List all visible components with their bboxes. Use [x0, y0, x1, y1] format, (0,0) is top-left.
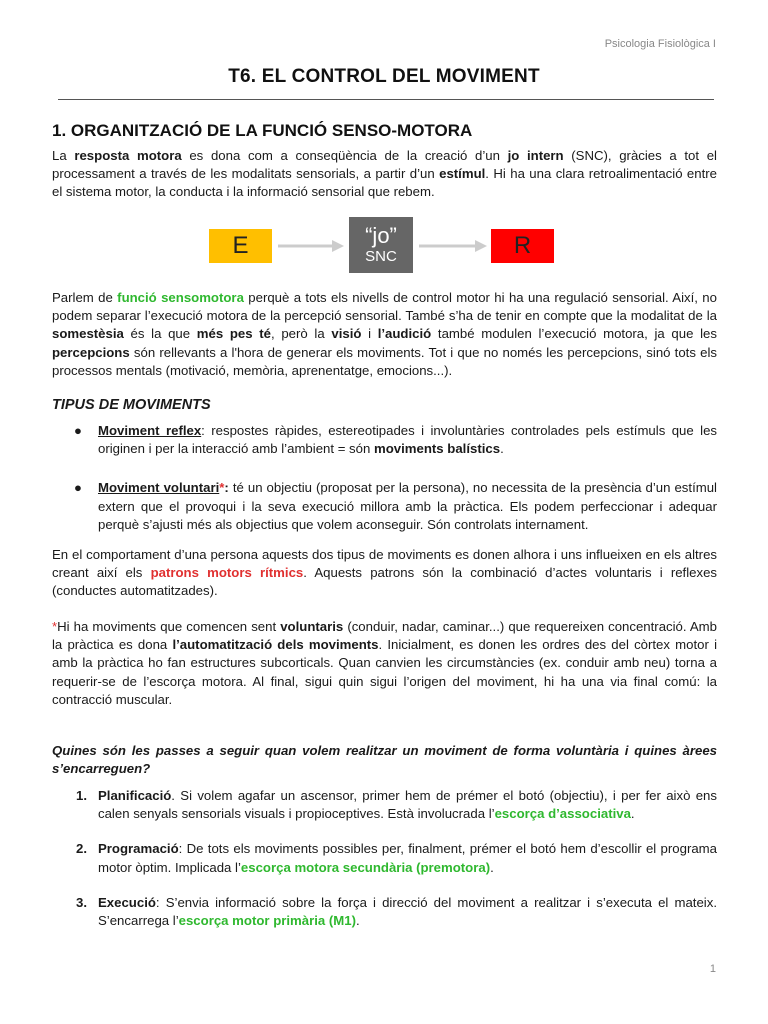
list-item-voluntari [52, 479, 717, 534]
term-escorca-m1: escorça motor primària (M1) [178, 913, 356, 929]
text-run: es dona com a conseqüència de la creació d’un [181, 148, 508, 163]
text-run: . [356, 913, 360, 929]
intro-paragraph [52, 147, 717, 202]
step-number: 2. [76, 841, 87, 857]
text-run: : respostes ràpides, estereotipades i involuntàries controlades pels estímuls que les originen i per la interacció amb l’ambient = són [98, 423, 718, 457]
section-heading: 1. ORGANITZACIÓ DE LA FUNCIÓ SENSO-MOTORA [52, 121, 473, 140]
subheading-tipus: TIPUS DE MOVIMENTS [52, 397, 211, 413]
term-escorca-associativa: escorça d’associativa [494, 806, 631, 822]
text-run: és la que [123, 326, 197, 342]
text-run: En el comportament d’una persona aquests dos tipus de moviments es donen alhora i uns influeixen en els altres creant així els [52, 547, 717, 581]
term-visio: visió [331, 326, 362, 342]
term-patrons-motors-ritmics: patrons motors rítmics [150, 565, 304, 581]
term-mes-pes: més pes té [196, 326, 271, 342]
text-run: perquè a tots els nivells de control motor hi ha una regulació sensorial. Així, no podem separar l’execució motora de la percepció sensorial. També s’ha de tenir en compte que la modalitat de la [52, 290, 717, 324]
text-run: . Hi ha una clara retroalimentació entre el sistema motor, la conducta i la informació sensorial que rebem. [52, 166, 717, 200]
step-number: 3. [76, 894, 87, 910]
text-run: , però la [270, 326, 332, 342]
cns-label: SNC [365, 248, 397, 265]
term-audicio: l’audició [377, 326, 432, 342]
text-run: Hi ha moviments que comencen sent [57, 619, 281, 634]
term-estimul: estímul [439, 166, 486, 182]
term-moviment-voluntari: Moviment voluntari [98, 480, 220, 496]
self-cns-box [349, 217, 413, 273]
asterisk-mark: * [219, 480, 225, 496]
steps-question: Quines són les passes a seguir quan volem realitzar un moviment de forma voluntària i quines àrees s’encarreguen? [52, 743, 717, 777]
text-run: . Inicialment, es donen les ordres des del còrtex motor i amb la pràctica ho fan estructures subcorticals. Quan canvien les circumstàncies (ex. conduir amb neu) torna a requerir-se de l’escorça motora. Al final, sigui quin sigui l’origen del moviment, hi ha una via final comú: la contracció muscular. [52, 637, 717, 707]
term-percepcions: percepcions [52, 344, 130, 360]
list-item-reflex [52, 422, 717, 458]
term-moviments-balistics: moviments balístics [374, 441, 501, 457]
term-resposta-motora: resposta motora [74, 148, 182, 163]
asterisk-mark: * [52, 619, 58, 634]
self-label: “jo” [365, 223, 397, 248]
text-run: . Si volem agafar un ascensor, primer hem de prémer el botó (objectiu), i per fer això ens calen senyals sensorials visuals i propioceptives. Està involucrada l’ [98, 788, 717, 822]
text-run: . [490, 859, 494, 875]
term-execucio: Execució [98, 894, 156, 910]
text-run: Parlem de [52, 290, 118, 305]
term-somestesia: somestèsia [52, 326, 124, 342]
steps-list [52, 787, 717, 930]
running-header: Psicologia Fisiològica I [604, 38, 716, 50]
term-voluntaris: voluntaris [280, 619, 344, 634]
term-escorca-premotora: escorça motora secundària (premotora) [240, 859, 491, 875]
stimulus-box: E [209, 229, 272, 263]
title-divider [58, 99, 714, 100]
arrow-right-icon [417, 236, 489, 256]
text-run: . Aquests patrons són la combinació d’actes voluntaris i reflexes (conductes automatitzades). [52, 565, 717, 599]
term-programacio: Programació [98, 841, 179, 857]
movement-types-list [52, 422, 717, 534]
term-moviment-reflex: Moviment reflex [98, 423, 202, 438]
text-run: : De tots els moviments possibles per, finalment, prémer el botó hem d’escollir el programa motor òptim. Implicada l’ [98, 841, 717, 875]
text-run: i [361, 326, 378, 342]
term-funcio-sensomotora: funció sensomotora [117, 290, 244, 305]
step-execucio [52, 894, 717, 930]
page-title: T6. EL CONTROL DEL MOVIMENT [228, 66, 540, 87]
sensorimotor-paragraph [52, 289, 717, 380]
step-programacio [52, 840, 717, 876]
automation-paragraph [52, 618, 717, 709]
step-number: 1. [76, 788, 87, 803]
text-run: . [500, 441, 504, 457]
rhythmic-patterns-paragraph [52, 546, 717, 601]
response-box: R [491, 229, 554, 263]
text-run: (SNC), gràcies a tot el processament a través de les modalitats sensorials, a partir d’un [52, 148, 717, 182]
text-run: són rellevants a l'hora de generar els moviments. Tot i que no només les percepcions, sinó tots els processos mentals (motivació, memòria, aprenentatge, emocions...). [52, 344, 717, 378]
bullet-icon: ● [74, 480, 82, 496]
text-run: . [630, 806, 635, 822]
step-planificacio [52, 787, 717, 823]
page-number: 1 [709, 963, 716, 975]
term-planificacio: Planificació [98, 788, 172, 803]
text-run: té un objectiu (proposat per la persona), no necessita de la presència d’un estímul extern que el provoqui i la seva execució millora amb la pràctica. Els podem perfeccionar i adequar perquè s’ajusti més als objectius que volem aconseguir. Són controlats internament. [98, 480, 717, 532]
text-run: : S’envia informació sobre la força i direcció del moviment a realitzar i s’executa el mateix. S’encarrega l’ [98, 894, 717, 929]
bullet-icon: ● [74, 423, 82, 438]
colon: : [224, 480, 229, 496]
text-run: també modulen l’execució motora, ja que les [431, 326, 717, 342]
text-run: (conduir, nadar, caminar...) que requereixen concentració. Amb la pràctica es dona [52, 619, 718, 653]
term-automatitzacio: l’automatització dels moviments [172, 637, 379, 653]
arrow-right-icon [276, 236, 346, 256]
term-jo-intern: jo intern [507, 148, 564, 163]
text-run: La [52, 148, 75, 163]
